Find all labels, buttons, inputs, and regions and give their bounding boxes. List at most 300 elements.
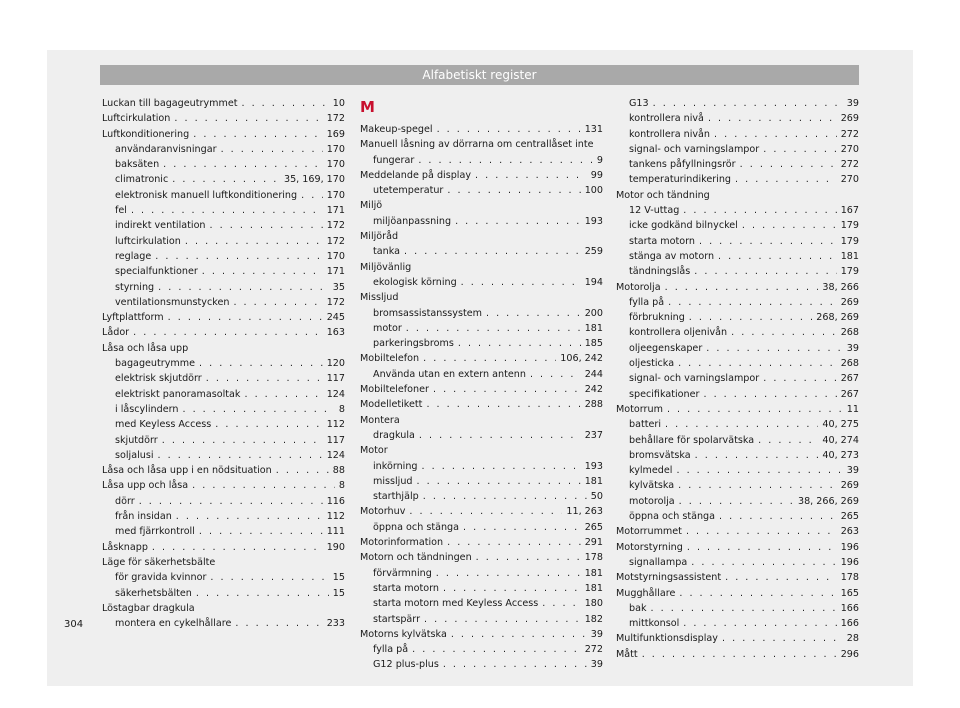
dot-leader (443, 581, 581, 596)
index-entry-label: med fjärrkontroll (115, 526, 195, 538)
index-entry (616, 325, 859, 340)
index-entry (360, 153, 603, 168)
index-entry-label: Motorstyrning (616, 541, 683, 553)
index-entry-page[interactable]: 9 (596, 154, 603, 166)
index-heading: Montera (360, 414, 400, 426)
index-entry (102, 325, 345, 340)
index-entry-label: starta motorn (373, 582, 439, 594)
dot-leader (176, 509, 323, 524)
index-entry (616, 570, 859, 585)
index-entry (616, 433, 859, 448)
index-entry (102, 616, 345, 631)
index-entry-page[interactable]: 268 (840, 358, 859, 370)
index-entry-page[interactable]: 11, 263 (566, 506, 603, 518)
index-entry-page[interactable]: 10 (332, 98, 345, 109)
index-entry-page[interactable]: 112 (326, 511, 345, 523)
index-entry-page[interactable]: 181 (584, 322, 603, 334)
index-entry-page[interactable]: 39 (846, 465, 859, 477)
index-entry (102, 203, 345, 218)
index-entry-page[interactable]: 267 (840, 373, 859, 385)
index-entry-page[interactable]: 237 (584, 429, 603, 441)
index-entry-label: startspärr (373, 613, 421, 625)
index-entry (102, 188, 345, 203)
index-entry-label: styrning (115, 281, 155, 293)
dot-leader (714, 127, 837, 142)
dot-leader (731, 325, 837, 340)
dot-leader (412, 642, 581, 657)
index-entry (360, 382, 603, 397)
dot-leader (683, 616, 836, 631)
index-entry (616, 586, 859, 601)
index-entry (360, 566, 603, 581)
dot-leader (542, 596, 580, 611)
index-entry-label: motorolja (629, 495, 675, 507)
dot-leader (653, 96, 843, 111)
dot-leader (699, 234, 837, 249)
index-entry-label: fungerar (373, 154, 415, 166)
index-entry (102, 142, 345, 157)
index-entry-page[interactable]: 291 (584, 537, 603, 549)
dot-leader (163, 157, 323, 172)
index-entry-page[interactable]: 170 (326, 250, 345, 262)
index-entry-label: climatronic (115, 174, 169, 186)
index-entry (616, 524, 859, 539)
index-entry-label: ventilationsmunstycken (115, 296, 230, 308)
index-entry-label: utetemperatur (373, 185, 444, 197)
index-entry-label: Låsa upp och låsa (102, 480, 189, 492)
index-entry-label: fel (115, 205, 127, 217)
dot-leader (461, 275, 581, 290)
index-entry-page[interactable]: 120 (326, 358, 345, 370)
index-entry-label: missljud (373, 475, 413, 487)
dot-leader (409, 504, 562, 519)
index-entry-page[interactable]: 39 (590, 628, 603, 640)
index-entry-page[interactable]: 172 (326, 235, 345, 247)
index-entry-page[interactable]: 8 (338, 480, 345, 492)
index-entry-label: Makeup-spegel (360, 124, 433, 135)
index-entry (616, 417, 859, 432)
index-entry (360, 122, 603, 137)
index-entry-label: batteri (629, 419, 662, 431)
index-entry (616, 142, 859, 157)
index-entry-label: oljeegenskaper (629, 342, 703, 354)
index-entry-label: Mått (616, 648, 638, 660)
dot-leader (419, 428, 581, 443)
index-entry-label: Luftcirkulation (102, 113, 171, 125)
index-entry-label: Modelletikett (360, 399, 423, 411)
index-entry-label: starta motorn med Keyless Access (373, 598, 539, 610)
index-entry (360, 612, 603, 627)
index-heading: Löstagbar dragkula (102, 602, 195, 614)
dot-leader (740, 157, 837, 172)
dot-leader (678, 356, 837, 371)
index-entry (616, 494, 859, 509)
dot-leader (651, 601, 837, 616)
page-header: Alfabetiskt register (100, 65, 859, 85)
index-entry-page[interactable]: 180 (584, 598, 603, 610)
index-entry-page[interactable]: 100 (584, 185, 603, 197)
index-entry (616, 463, 859, 478)
index-entry-page[interactable]: 194 (584, 276, 603, 288)
index-entry-page[interactable]: 112 (326, 419, 345, 431)
index-entry (616, 509, 859, 524)
dot-leader (758, 433, 818, 448)
index-entry-page[interactable]: 268, 269 (816, 312, 859, 324)
index-entry-label: fylla på (629, 296, 665, 308)
dot-leader (719, 509, 837, 524)
index-entry-page[interactable]: 39 (846, 342, 859, 354)
dot-leader (406, 321, 581, 336)
index-entry-page[interactable]: 181 (584, 582, 603, 594)
index-entry (360, 657, 603, 672)
index-entry (616, 127, 859, 142)
index-entry (102, 127, 345, 142)
dot-leader (683, 203, 836, 218)
index-entry (360, 474, 603, 489)
index-entry (102, 478, 345, 493)
index-entry (360, 321, 603, 336)
dot-leader (131, 203, 323, 218)
dot-leader (687, 540, 837, 555)
index-entry-page[interactable]: 269 (840, 113, 859, 125)
index-column-2 (360, 122, 603, 673)
index-entry-label: elektriskt panoramasoltak (115, 388, 241, 400)
index-entry-label: Lyftplattform (102, 312, 164, 324)
index-entry-page[interactable]: 178 (840, 572, 859, 584)
dot-leader (686, 524, 837, 539)
index-entry-label: skjutdörr (115, 434, 158, 446)
index-entry-page[interactable]: 185 (584, 338, 603, 350)
index-entry (102, 96, 345, 111)
dot-leader (763, 371, 836, 386)
index-entry-page[interactable]: 169 (326, 128, 345, 140)
index-entry-label: elektronisk manuell luftkonditionering (115, 189, 298, 201)
index-entry (616, 631, 859, 646)
index-entry-page[interactable]: 178 (584, 552, 603, 564)
index-entry-label: Motorrum (616, 403, 663, 415)
index-entry-page[interactable]: 111 (326, 526, 345, 538)
index-entry-page[interactable]: 179 (840, 220, 859, 232)
index-entry-page[interactable]: 272 (584, 644, 603, 656)
index-entry (616, 172, 859, 187)
dot-leader (423, 351, 556, 366)
dot-leader (196, 586, 329, 601)
dot-leader (417, 474, 581, 489)
dot-leader (458, 336, 581, 351)
index-entry (360, 504, 603, 519)
index-entry-page[interactable]: 116 (326, 495, 345, 507)
index-entry-label: i låscylindern (115, 403, 179, 415)
index-entry-label: Motorn och tändningen (360, 552, 472, 564)
index-entry-page[interactable]: 270 (840, 143, 859, 155)
dot-leader (424, 612, 581, 627)
index-entry (360, 275, 603, 290)
dot-leader (676, 463, 842, 478)
index-entry-page[interactable]: 172 (326, 220, 345, 232)
dot-leader (455, 214, 581, 229)
index-entry-page[interactable]: 200 (584, 307, 603, 319)
dot-leader (172, 172, 280, 187)
index-entry (360, 459, 603, 474)
index-entry-page[interactable]: 15 (332, 572, 345, 584)
dot-leader (691, 555, 836, 570)
index-entry-page[interactable]: 38, 266 (822, 281, 859, 293)
index-entry-page[interactable]: 181 (584, 567, 603, 579)
index-entry-label: G12 plus-plus (373, 659, 439, 671)
index-entry (360, 244, 603, 259)
index-entry-page[interactable]: 163 (326, 327, 345, 339)
index-entry-page[interactable]: 40, 275 (822, 419, 859, 431)
index-heading: Manuell låsning av dörrarna om centrallåset inte (360, 139, 594, 151)
index-entry-page[interactable]: 106, 242 (560, 353, 603, 365)
index-entry (616, 371, 859, 386)
index-entry-label: Motorns kylvätska (360, 628, 447, 640)
index-entry-label: Motstyrningsassistent (616, 572, 722, 584)
index-entry-label: bak (629, 602, 647, 614)
index-entry-label: Mobiltelefon (360, 353, 420, 365)
index-entry-page[interactable]: 272 (840, 128, 859, 140)
index-entry-label: Motorinformation (360, 537, 444, 549)
index-entry (102, 387, 345, 402)
dot-leader (423, 489, 587, 504)
index-entry-label: Luftkonditionering (102, 128, 190, 140)
index-entry-page[interactable]: 270 (840, 174, 859, 186)
index-entry-label: Använda utan en extern antenn (373, 368, 526, 380)
index-entry-page[interactable]: 15 (332, 587, 345, 599)
index-entry-page[interactable]: 193 (584, 215, 603, 227)
index-entry-label: elektrisk skjutdörr (115, 373, 202, 385)
index-entry-label: tanka (373, 246, 400, 258)
dot-leader (158, 448, 323, 463)
dot-leader (735, 172, 837, 187)
index-entry (616, 96, 859, 111)
index-entry (616, 540, 859, 555)
index-entry (360, 367, 603, 382)
index-entry-page[interactable]: 35 (332, 281, 345, 293)
index-entry-page[interactable]: 233 (326, 618, 345, 630)
index-entry-label: miljöanpassning (373, 215, 452, 227)
dot-leader (276, 463, 329, 478)
dot-leader (235, 616, 322, 631)
index-entry-page[interactable]: 265 (840, 511, 859, 523)
index-entry (102, 509, 345, 524)
index-entry-page[interactable]: 40, 273 (822, 449, 859, 461)
index-entry-page[interactable]: 40, 274 (822, 434, 859, 446)
index-entry (102, 280, 345, 295)
index-entry (616, 601, 859, 616)
dot-leader (155, 249, 322, 264)
dot-leader (447, 183, 580, 198)
index-entry-label: fylla på (373, 644, 409, 656)
dot-leader (158, 280, 329, 295)
dot-leader (418, 153, 593, 168)
index-entry-page[interactable]: 268 (840, 327, 859, 339)
index-entry-label: tankens påfyllningsrör (629, 159, 736, 171)
index-entry (616, 203, 859, 218)
dot-leader (422, 459, 581, 474)
dot-leader (182, 402, 334, 417)
index-entry-page[interactable]: 170 (326, 159, 345, 171)
index-entry-page[interactable]: 35, 169, 170 (283, 174, 345, 186)
dot-leader (436, 566, 581, 581)
index-entry-page[interactable]: 269 (840, 480, 859, 492)
index-entry-label: oljesticka (629, 358, 675, 370)
index-entry-page[interactable]: 267 (840, 388, 859, 400)
index-heading: Läge för säkerhetsbälte (102, 556, 216, 568)
index-entry (360, 428, 603, 443)
dot-leader (451, 627, 587, 642)
index-entry-page[interactable]: 124 (326, 449, 345, 461)
index-entry-label: starta motorn (629, 235, 695, 247)
index-entry-label: G13 (629, 98, 649, 109)
dot-leader (447, 535, 581, 550)
dot-leader (221, 142, 323, 157)
index-entry-label: förvärmning (373, 567, 432, 579)
index-heading: Miljö (360, 200, 383, 212)
index-entry-page[interactable]: 50 (590, 491, 603, 503)
index-entry (616, 295, 859, 310)
index-entry-page[interactable]: 244 (584, 368, 603, 380)
index-entry (616, 448, 859, 463)
index-entry-label: soljalusi (115, 449, 154, 461)
index-entry-label: öppna och stänga (629, 511, 716, 523)
index-entry-label: Mobiltelefoner (360, 384, 429, 396)
index-entry (360, 535, 603, 550)
index-entry-page[interactable]: 288 (584, 399, 603, 411)
index-entry-label: öppna och stänga (373, 521, 460, 533)
index-entry-page[interactable]: 190 (326, 541, 345, 553)
index-entry-label: kontrollera oljenivån (629, 327, 728, 339)
index-entry (360, 397, 603, 412)
index-entry (360, 306, 603, 321)
index-entry (616, 310, 859, 325)
index-entry (616, 555, 859, 570)
index-entry-page[interactable]: 242 (584, 384, 603, 396)
dot-leader (210, 570, 328, 585)
dot-leader (404, 244, 581, 259)
index-entry-label: Motorhuv (360, 506, 406, 518)
index-entry (102, 249, 345, 264)
dot-leader (725, 570, 837, 585)
index-entry-page[interactable]: 8 (338, 403, 345, 415)
index-entry-label: signallampa (629, 556, 688, 568)
dot-leader (475, 168, 587, 183)
index-entry-page[interactable]: 38, 266, 269 (797, 495, 859, 507)
index-entry (102, 417, 345, 432)
index-entry-page[interactable]: 166 (840, 602, 859, 614)
index-entry-page[interactable]: 99 (590, 169, 603, 181)
index-entry-page[interactable]: 131 (584, 124, 603, 135)
index-entry-page[interactable]: 117 (326, 434, 345, 446)
index-entry-page[interactable]: 88 (332, 465, 345, 477)
index-entry (360, 214, 603, 229)
index-entry-page[interactable]: 28 (846, 633, 859, 645)
dot-leader (433, 382, 581, 397)
index-entry-page[interactable]: 124 (326, 388, 345, 400)
index-entry-page[interactable]: 179 (840, 235, 859, 247)
index-entry (102, 586, 345, 601)
index-entry-page[interactable]: 196 (840, 556, 859, 568)
index-entry-page[interactable]: 166 (840, 618, 859, 630)
index-entry-page[interactable]: 196 (840, 541, 859, 553)
dot-leader (174, 111, 322, 126)
index-entry (102, 264, 345, 279)
index-entry (360, 550, 603, 565)
dot-leader (530, 367, 581, 382)
dot-leader (437, 122, 581, 137)
index-entry-label: dörr (115, 495, 135, 507)
index-entry-page[interactable]: 172 (326, 113, 345, 125)
index-entry-page[interactable]: 172 (326, 296, 345, 308)
dot-leader (426, 397, 580, 412)
dot-leader (215, 417, 322, 432)
index-entry (102, 295, 345, 310)
index-entry-page[interactable]: 179 (840, 266, 859, 278)
index-entry-page[interactable]: 272 (840, 159, 859, 171)
index-entry (616, 234, 859, 249)
index-entry-label: parkeringsbroms (373, 338, 454, 350)
index-entry-page[interactable]: 39 (846, 98, 859, 109)
index-entry-page[interactable]: 263 (840, 526, 859, 538)
index-entry (616, 218, 859, 233)
index-entry-label: kylmedel (629, 465, 673, 477)
index-entry-label: starthjälp (373, 491, 419, 503)
index-entry-page[interactable]: 11 (846, 403, 859, 415)
index-entry-label: Mugghållare (616, 587, 676, 599)
index-entry-label: dragkula (373, 429, 415, 441)
index-entry-page[interactable]: 117 (326, 373, 345, 385)
page-number: 304 (64, 619, 84, 630)
index-entry (616, 264, 859, 279)
index-entry-page[interactable]: 245 (326, 312, 345, 324)
dot-leader (152, 540, 323, 555)
index-entry-label: med Keyless Access (115, 419, 212, 431)
index-entry-page[interactable]: 171 (326, 266, 345, 278)
index-entry-page[interactable]: 171 (326, 205, 345, 217)
index-entry (360, 489, 603, 504)
index-entry (360, 168, 603, 183)
index-entry-label: icke godkänd bilnyckel (629, 220, 738, 232)
index-heading: Motor (360, 445, 388, 457)
index-entry-label: montera en cykelhållare (115, 618, 232, 630)
index-entry-label: bagageutrymme (115, 358, 195, 370)
index-entry-page[interactable]: 170 (326, 189, 345, 201)
index-entry (360, 581, 603, 596)
index-entry-page[interactable]: 182 (584, 613, 603, 625)
index-column-1 (102, 96, 345, 631)
index-entry-page[interactable]: 167 (840, 205, 859, 217)
index-entry (360, 627, 603, 642)
dot-leader (665, 280, 819, 295)
index-entry-page[interactable]: 259 (584, 246, 603, 258)
index-entry (102, 402, 345, 417)
dot-leader (241, 96, 328, 111)
index-entry-page[interactable]: 269 (840, 296, 859, 308)
dot-leader (679, 586, 836, 601)
dot-leader (443, 657, 587, 672)
index-entry-page[interactable]: 181 (840, 250, 859, 262)
index-entry-page[interactable]: 170 (326, 143, 345, 155)
index-entry-page[interactable]: 296 (840, 648, 859, 660)
index-entry-label: för gravida kvinnor (115, 572, 207, 584)
index-entry-page[interactable]: 181 (584, 475, 603, 487)
index-entry-label: kylvätska (629, 480, 675, 492)
index-entry-page[interactable]: 39 (590, 659, 603, 671)
index-entry-page[interactable]: 193 (584, 460, 603, 472)
index-entry-page[interactable]: 265 (584, 521, 603, 533)
index-entry-label: luftcirkulation (115, 235, 181, 247)
index-entry-page[interactable]: 165 (840, 587, 859, 599)
